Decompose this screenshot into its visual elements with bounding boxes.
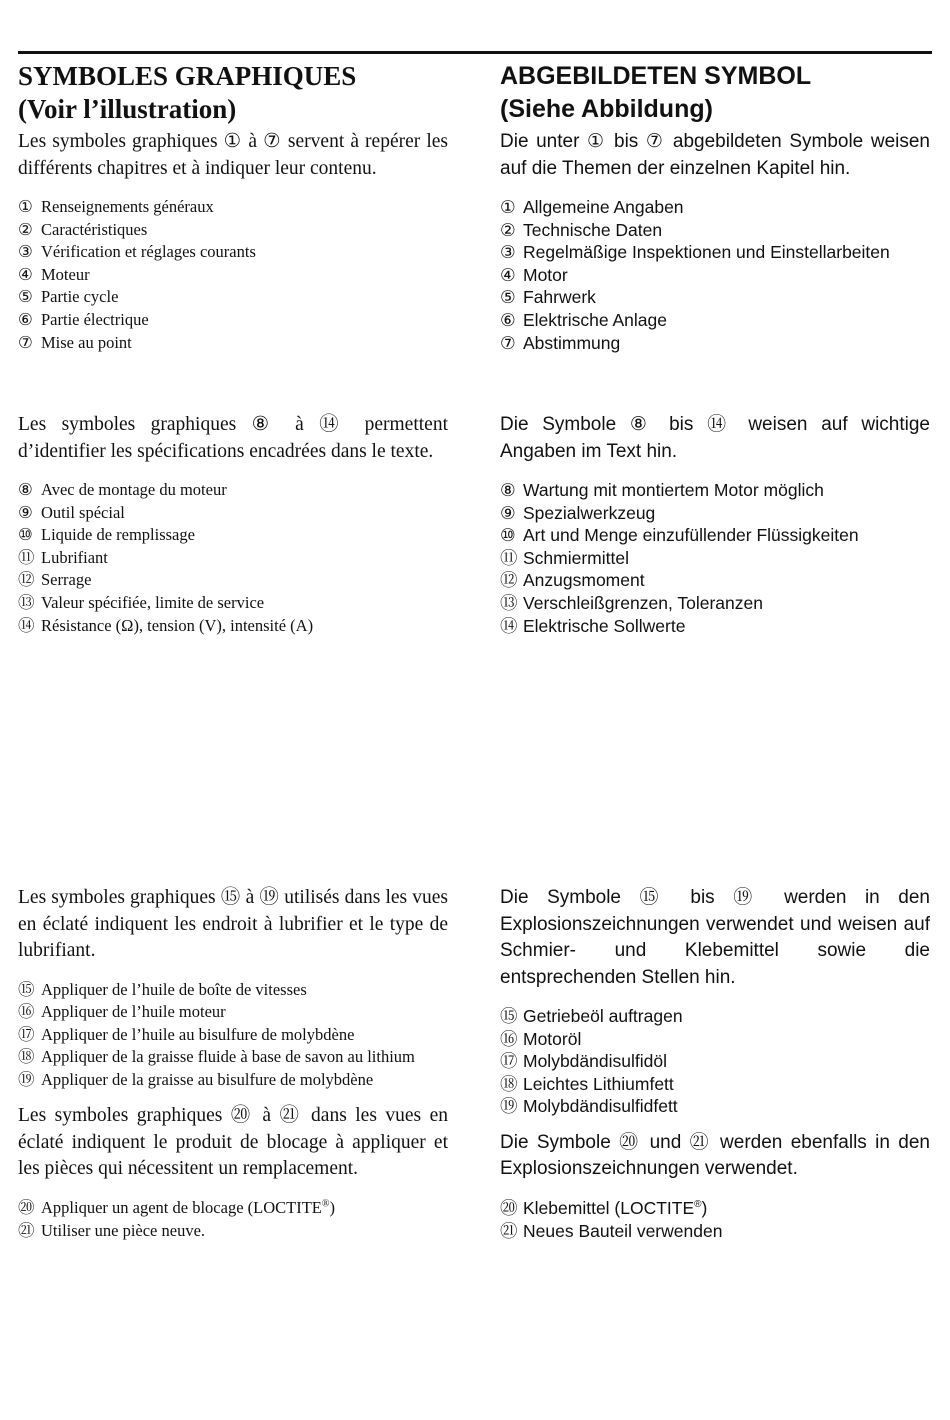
item-number: ⑨: [18, 502, 33, 522]
fr-section-1: [18, 60, 448, 354]
item-text: [523, 264, 930, 287]
item-number: ⑱: [500, 1073, 518, 1094]
list-item: [500, 547, 930, 570]
list-item: [500, 592, 930, 615]
de-list-3: [500, 1005, 930, 1118]
item-text: [523, 286, 930, 309]
item-text: [41, 219, 448, 242]
item-text: [41, 547, 448, 570]
item-number: ④: [18, 264, 33, 284]
item-text: [523, 1197, 930, 1220]
item-number: ⑫: [18, 570, 35, 590]
list-item: [500, 196, 930, 219]
top-rule: [18, 51, 932, 54]
list-item: [500, 1005, 930, 1028]
item-text: [41, 592, 448, 615]
list-item: [18, 286, 448, 309]
item-text-main: Liquide de remplissage: [41, 525, 195, 545]
de-list-1: [500, 196, 930, 354]
item-text-main: Klebemittel (LOCTITE: [523, 1197, 695, 1218]
item-text: [523, 196, 930, 219]
item-number: ②: [500, 219, 516, 240]
item-text: [41, 1069, 448, 1092]
item-number: ⑳: [500, 1197, 518, 1218]
item-number: ③: [18, 242, 33, 262]
item-text-main: Renseignements généraux: [41, 197, 214, 216]
item-number: ⑯: [18, 1002, 35, 1022]
list-item: [18, 547, 448, 570]
item-text: [523, 241, 930, 264]
item-number: ⑥: [18, 309, 33, 329]
list-item: [18, 979, 448, 1002]
item-text-main: Résistance (Ω), tension (V), intensité (A): [41, 615, 314, 635]
item-text-main: Schmiermittel: [523, 547, 629, 568]
item-text-main: Appliquer de l’huile moteur: [41, 1002, 226, 1022]
list-item: [500, 1095, 930, 1118]
item-text-main: Art und Menge einzufüllender Flüssigkeiten: [523, 525, 859, 546]
item-text-main: Getriebeöl auftragen: [523, 1006, 683, 1026]
item-text-main: Spezialwerkzeug: [523, 502, 656, 523]
item-number: ①: [18, 197, 33, 216]
item-text-main: Abstimmung: [523, 332, 621, 353]
de-section-1: [500, 60, 930, 354]
item-text: [523, 309, 930, 332]
fr-list-3: [18, 979, 448, 1092]
item-number: ⑬: [500, 592, 518, 613]
item-text: [41, 479, 448, 502]
item-text: [523, 1220, 930, 1243]
list-item: [500, 502, 930, 525]
fr-intro-1: Les symboles graphiques ① à ⑦ servent à repérer les différents chapitres et à indiquer leur contenu.: [18, 131, 448, 179]
item-text-suffix: ): [329, 1197, 335, 1217]
item-text: [41, 615, 448, 638]
item-text: [41, 241, 448, 264]
item-number: ⑰: [500, 1051, 518, 1072]
item-text: [41, 264, 448, 287]
list-item: [500, 615, 930, 638]
item-text-main: Serrage: [41, 570, 92, 590]
de-section-3: [500, 885, 930, 1242]
item-number: ⑧: [18, 480, 33, 499]
list-item: [500, 1220, 930, 1243]
item-number: ⑱: [18, 1047, 35, 1067]
list-item: [18, 196, 448, 219]
item-number: ⑬: [18, 592, 35, 612]
list-item: [500, 332, 930, 355]
item-text-main: Appliquer de l’huile au bisulfure de molybdène: [41, 1024, 355, 1044]
item-number: ⑦: [18, 332, 33, 352]
item-number: ⑲: [500, 1096, 518, 1117]
item-text: [41, 1024, 448, 1047]
de-section-2: [500, 412, 930, 637]
item-number: ⑥: [500, 309, 516, 330]
item-number: ⑮: [500, 1006, 518, 1026]
de-title-line2: (Siehe Abbildung): [500, 95, 713, 123]
item-text-main: Outil spécial: [41, 502, 125, 522]
item-number: ⑤: [18, 287, 33, 307]
item-number: ⑯: [500, 1028, 518, 1049]
fr-list-4: [18, 1197, 448, 1242]
item-text-main: Regelmäßige Inspektionen und Einstellarbeiten: [523, 242, 890, 263]
item-text-main: Molybdändisulfidöl: [523, 1051, 667, 1072]
list-item: [18, 1001, 448, 1024]
de-intro-3: Die Symbole ⑮ bis ⑲ werden in den Explosionszeichnungen verwendet und weisen auf Schmier- und Klebemittel sowie die entsprechenden Stellen hin.: [500, 887, 930, 988]
item-text-main: Wartung mit montiertem Motor möglich: [523, 480, 824, 500]
list-item: [500, 1028, 930, 1051]
item-text-main: Anzugsmoment: [523, 570, 645, 591]
item-number: ③: [500, 242, 516, 263]
item-text: [523, 1073, 930, 1096]
item-number: ⑪: [500, 547, 518, 568]
item-text-main: Verschleißgrenzen, Toleranzen: [523, 592, 763, 613]
item-number: ⑧: [500, 480, 516, 500]
item-number: ⑭: [18, 615, 35, 635]
item-number: ㉑: [500, 1220, 518, 1241]
de-intro-2: Die Symbole ⑧ bis ⑭ weisen auf wichtige Angaben im Text hin.: [500, 414, 930, 462]
item-text: [41, 1001, 448, 1024]
item-text: [523, 1028, 930, 1051]
item-text-main: Elektrische Sollwerte: [523, 615, 686, 636]
item-number: ④: [500, 264, 516, 285]
list-item: [500, 241, 930, 264]
list-item: [18, 219, 448, 242]
list-item: [500, 1050, 930, 1073]
list-item: [18, 592, 448, 615]
list-item: [500, 1073, 930, 1096]
de-title: [500, 60, 930, 126]
item-number: ⑨: [500, 502, 516, 523]
list-item: [18, 524, 448, 547]
item-text: [523, 547, 930, 570]
item-text-main: Moteur: [41, 264, 90, 284]
item-text-main: Motoröl: [523, 1028, 582, 1049]
item-text-main: Mise au point: [41, 332, 132, 352]
item-text: [523, 569, 930, 592]
item-text: [523, 1095, 930, 1118]
list-item: [18, 332, 448, 355]
item-number: ⑳: [18, 1197, 35, 1217]
item-number: ⑦: [500, 332, 516, 353]
item-text-main: Vérification et réglages courants: [41, 242, 256, 262]
item-number: ⑫: [500, 570, 518, 591]
item-text: [523, 502, 930, 525]
item-text-main: Neues Bauteil verwenden: [523, 1220, 723, 1241]
fr-section-2: [18, 412, 448, 637]
item-text-main: Molybdändisulfidfett: [523, 1096, 678, 1117]
registered-mark: ®: [321, 1198, 330, 1210]
list-item: [500, 569, 930, 592]
item-text: [523, 332, 930, 355]
list-item: [18, 1069, 448, 1092]
de-list-4: [500, 1197, 930, 1242]
item-text: [41, 1197, 448, 1220]
item-text: [523, 524, 930, 547]
item-number: ⑩: [18, 525, 33, 545]
item-text: [523, 1005, 930, 1028]
item-text: [523, 1050, 930, 1073]
item-number: ①: [500, 197, 516, 217]
fr-section-3: [18, 885, 448, 1242]
fr-list-2: [18, 479, 448, 637]
de-title-line1: ABGEBILDETEN SYMBOL: [500, 62, 812, 90]
item-text-suffix: ): [701, 1197, 708, 1218]
item-text-main: Allgemeine Angaben: [523, 197, 684, 217]
item-text: [41, 286, 448, 309]
list-item: [500, 219, 930, 242]
list-item: [500, 286, 930, 309]
fr-intro-2: Les symboles graphiques ⑧ à ⑭ permettent d’identifier les spécifications encadrées dans le texte.: [18, 414, 448, 462]
list-item: [18, 264, 448, 287]
de-list-2: [500, 479, 930, 637]
fr-title-line2: (Voir l’illustration): [18, 94, 237, 124]
item-text-main: Appliquer de la graisse au bisulfure de molybdène: [41, 1069, 374, 1089]
fr-intro-4: Les symboles graphiques ⑳ à ㉑ dans les vues en éclaté indiquent le produit de blocage à appliquer et les pièces qui nécessitent un remplacement.: [18, 1105, 448, 1180]
item-text: [523, 615, 930, 638]
item-text-main: Partie électrique: [41, 309, 149, 329]
list-item: [18, 479, 448, 502]
registered-mark: ®: [694, 1199, 702, 1211]
fr-title: [18, 60, 448, 126]
list-item: [18, 309, 448, 332]
item-text-main: Avec de montage du moteur: [41, 480, 227, 499]
item-text: [41, 502, 448, 525]
item-text: [523, 592, 930, 615]
list-item: [500, 524, 930, 547]
item-text: [41, 569, 448, 592]
item-text-main: Caractéristiques: [41, 219, 148, 239]
list-item: [18, 1024, 448, 1047]
fr-intro-3: Les symboles graphiques ⑮ à ⑲ utilisés dans les vues en éclaté indiquent les endroit à lubrifier et le type de lubrifiant.: [18, 887, 448, 961]
list-item: [18, 569, 448, 592]
item-text-main: Appliquer de la graisse fluide à base de savon au lithium: [41, 1047, 415, 1067]
item-number: ⑤: [500, 287, 516, 308]
de-intro-4: Die Symbole ⑳ und ㉑ werden ebenfalls in den Explosionszeichnungen verwendet.: [500, 1131, 930, 1180]
list-item: [18, 502, 448, 525]
item-number: ⑲: [18, 1069, 35, 1089]
item-text-main: Appliquer de l’huile de boîte de vitesses: [41, 979, 307, 999]
item-number: ⑭: [500, 615, 518, 636]
item-text: [41, 979, 448, 1002]
item-number: ⑮: [18, 979, 35, 999]
item-text-main: Utiliser une pièce neuve.: [41, 1220, 206, 1240]
fr-title-line1: SYMBOLES GRAPHIQUES: [18, 61, 357, 91]
item-text-main: Partie cycle: [41, 287, 119, 307]
item-text-main: Appliquer un agent de blocage (LOCTITE: [41, 1197, 322, 1217]
list-item: [18, 1197, 448, 1220]
item-text: [523, 479, 930, 502]
item-number: ⑪: [18, 547, 35, 567]
item-text: [41, 1220, 448, 1243]
list-item: [500, 264, 930, 287]
fr-list-1: [18, 196, 448, 354]
item-text-main: Elektrische Anlage: [523, 309, 667, 330]
item-number: ②: [18, 219, 33, 239]
item-text: [41, 309, 448, 332]
item-number: ⑩: [500, 525, 516, 546]
item-text-main: Valeur spécifiée, limite de service: [41, 592, 265, 612]
item-text: [41, 1046, 448, 1069]
list-item: [18, 241, 448, 264]
list-item: [500, 309, 930, 332]
item-text-main: Motor: [523, 264, 568, 285]
item-text: [41, 196, 448, 219]
list-item: [18, 615, 448, 638]
item-text-main: Leichtes Lithiumfett: [523, 1073, 674, 1094]
item-text: [41, 524, 448, 547]
list-item: [18, 1220, 448, 1243]
item-number: ㉑: [18, 1220, 35, 1240]
list-item: [500, 1197, 930, 1220]
item-text-main: Lubrifiant: [41, 547, 108, 567]
item-number: ⑰: [18, 1024, 35, 1044]
item-text: [41, 332, 448, 355]
de-intro-1: Die unter ① bis ⑦ abgebildeten Symbole weisen auf die Themen der einzelnen Kapitel hin.: [500, 131, 930, 179]
list-item: [18, 1046, 448, 1069]
item-text-main: Fahrwerk: [523, 287, 596, 308]
item-text: [523, 219, 930, 242]
list-item: [500, 479, 930, 502]
item-text-main: Technische Daten: [523, 219, 663, 240]
